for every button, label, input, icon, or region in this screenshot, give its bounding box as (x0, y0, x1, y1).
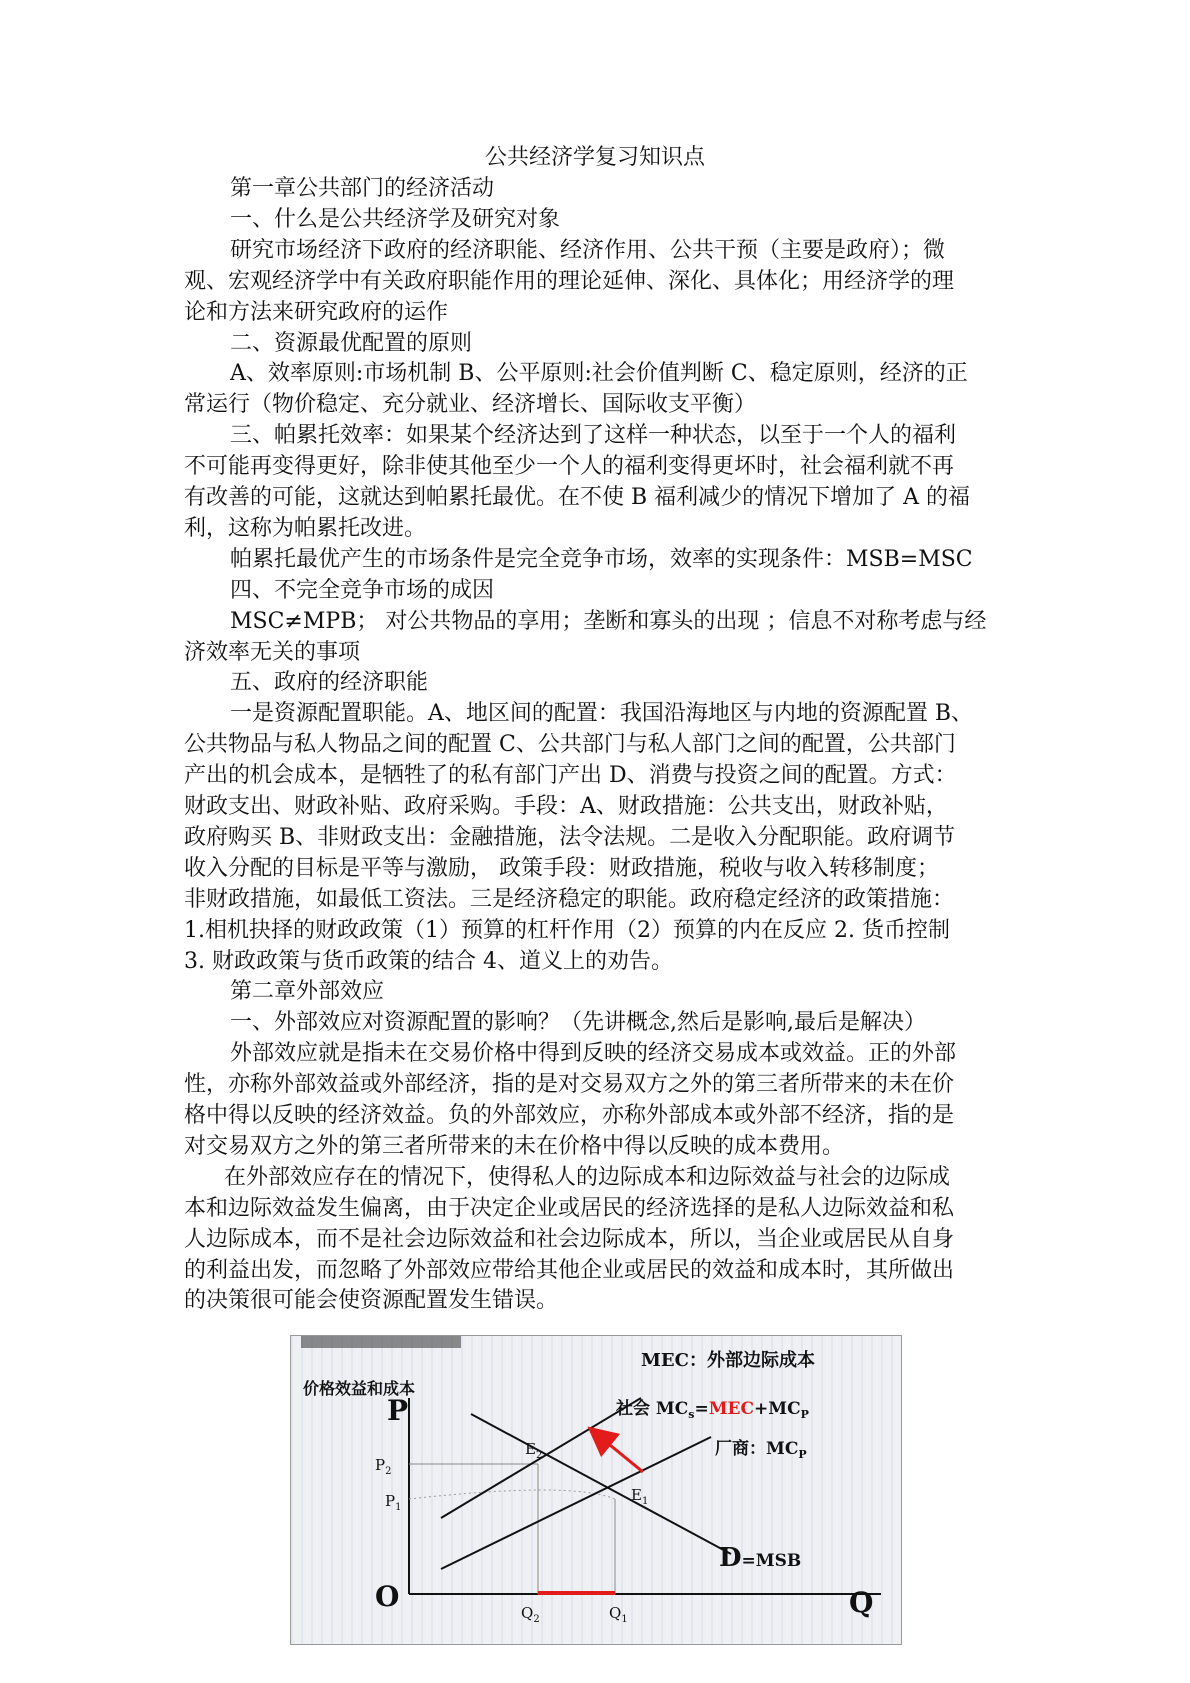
text-line: 利，这称为帕累托改进。 (184, 515, 427, 541)
text-line: 性，亦称外部效益或外部经济，指的是对交易双方之外的第三者所带来的未在价 (184, 1072, 955, 1098)
demand-label: D=MSB (719, 1543, 802, 1573)
text-line: 在外部效应存在的情况下，使得私人的边际成本和边际效益与社会的边际成 (224, 1164, 951, 1190)
text-line: 产出的机会成本，是牺牲了的私有部门产出 D、消费与投资之间的配置。方式： (184, 763, 957, 789)
text-line: MSC≠MPB； 对公共物品的享用；垄断和寡头的出现 ；信息不对称考虑与经 (230, 608, 987, 634)
q2-label: $Q_2$ (521, 1604, 540, 1625)
text-line: 1.相机抉择的财政政策（1）预算的杠杆作用（2）预算的内在反应 2. 货币控制 (184, 917, 950, 943)
y-axis-label: P (387, 1394, 409, 1427)
text-line: 格中得以反映的经济效益。负的外部效应，亦称外部成本或外部不经济，指的是 (184, 1103, 955, 1128)
text-line: 非财政措施，如最低工资法。三是经济稳定的职能。政府稳定经济的政策措施： (184, 886, 955, 912)
text-line: 一是资源配置职能。A、地区间的配置：我国沿海地区与内地的资源配置 B、 (230, 701, 974, 727)
text-line: 观、宏观经济学中有关政府职能作用的理论延伸、深化、具体化；用经济学的理 (184, 268, 955, 294)
text-line: 收入分配的目标是平等与激励， 政策手段：财政措施，税收与收入转移制度； (184, 855, 939, 881)
text-line: 政府购买 B、非财政支出：金融措施，法令法规。二是收入分配职能。政府调节 (184, 824, 956, 850)
text-line: 对交易双方之外的第三者所带来的未在价格中得以反映的成本费用。 (184, 1133, 845, 1159)
text-line: A、效率原则:市场机制 B、公平原则:社会价值判断 C、稳定原则，经济的正 (230, 361, 968, 387)
text-line: 财政支出、财政补贴、政府采购。手段：A、财政措施：公共支出，财政补贴， (184, 794, 948, 819)
text-line: 本和边际效益发生偏离，由于决定企业或居民的经济选择的是私人边际效益和私 (184, 1195, 955, 1221)
externality-diagram (290, 1335, 902, 1645)
firm-mc-label: 厂商：$MC_P$ (715, 1439, 807, 1461)
header-bar (301, 1336, 461, 1348)
text-line: 的利益出发，而忽略了外部效应带给其他企业或居民的效益和成本时，其所做出 (184, 1257, 955, 1283)
p1-label: $P_1$ (385, 1492, 402, 1513)
diagram-svg (291, 1336, 901, 1644)
text-line: 二、资源最优配置的原则 (230, 330, 473, 356)
p2-label: $P_2$ (375, 1456, 392, 1477)
text-line: 四、不完全竞争市场的成因 (230, 577, 495, 603)
text-line: 三、帕累托效率：如果某个经济达到了这样一种状态，以至于一个人的福利 (230, 423, 957, 449)
document-title: 公共经济学复习知识点 (484, 145, 705, 170)
social-mc-label: 社会 $MC_s=MEC+MC_P$ (616, 1399, 809, 1421)
text-line: 一、什么是公共经济学及研究对象 (230, 206, 561, 232)
x-axis-label: Q (849, 1586, 874, 1619)
e1-label: $E_1$ (631, 1486, 649, 1507)
text-line: 五、政府的经济职能 (230, 670, 429, 696)
text-line: 第二章外部效应 (230, 979, 385, 1005)
text-line: 帕累托最优产生的市场条件是完全竞争市场，效率的实现条件：MSB=MSC (230, 546, 973, 572)
text-line: 一、外部效应对资源配置的影响？（先讲概念,然后是影响,最后是解决） (230, 1010, 926, 1036)
text-line: 人边际成本，而不是社会边际效益和社会边际成本，所以，当企业或居民从自身 (184, 1226, 955, 1252)
text-line: 第一章公共部门的经济活动 (230, 176, 495, 201)
text-line: 的决策很可能会使资源配置发生错误。 (184, 1288, 559, 1314)
text-line: 公共物品与私人物品之间的配置 C、公共部门与私人部门之间的配置，公共部门 (184, 732, 956, 758)
text-line: 有改善的可能，这就达到帕累托最优。在不使 B 福利减少的情况下增加了 A 的福 (184, 485, 971, 510)
q1-label: $Q_1$ (609, 1604, 628, 1625)
text-line: 3. 财政政策与货币政策的结合 4、道义上的劝告。 (184, 948, 673, 974)
text-line: 研究市场经济下政府的经济职能、经济作用、公共干预（主要是政府）；微 (230, 237, 946, 263)
text-line: 济效率无关的事项 (184, 639, 361, 665)
mec-note: MEC：外部边际成本 (641, 1350, 815, 1371)
text-line: 论和方法来研究政府的运作 (184, 299, 449, 325)
text-line: 不可能再变得更好，除非使其他至少一个人的福利变得更坏时，社会福利就不再 (184, 454, 955, 480)
e2-label: $E_2$ (525, 1440, 543, 1461)
y-axis-title: 价格效益和成本 (303, 1379, 416, 1398)
text-line: 外部效应就是指未在交易价格中得到反映的经济交易成本或效益。正的外部 (230, 1041, 957, 1067)
text-line: 常运行（物价稳定、充分就业、经济增长、国际收支平衡） (184, 392, 757, 418)
origin-label: O (375, 1580, 400, 1613)
